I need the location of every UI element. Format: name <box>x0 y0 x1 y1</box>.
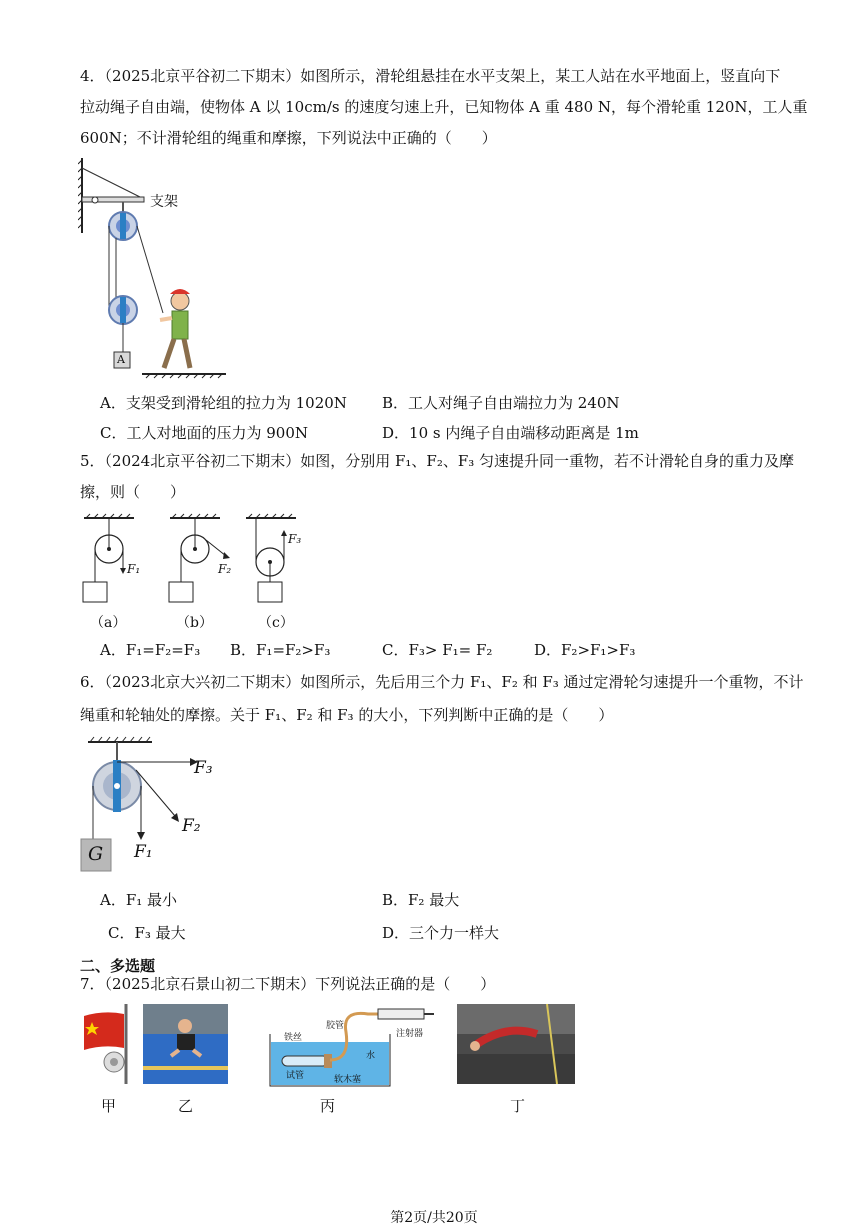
q5-option-d[interactable]: D．F₂>F₁>F₃ <box>534 641 636 659</box>
q6-stem-line-2: 绳重和轮轴处的摩擦。关于 F₁、F₂ 和 F₃ 的大小，下列判断中正确的是（ ） <box>80 706 614 724</box>
q6-option-a[interactable]: A．F₁ 最小 <box>100 891 178 909</box>
q4-stem-line-2: 拉动绳子自由端，使物体 A 以 10cm/s 的速度匀速上升，已知物体 A 重 480 N，每个滑轮重 120N，工人重 <box>80 98 808 116</box>
q6-label-g: G <box>88 843 104 865</box>
q5-caption-b: （b） <box>176 615 213 631</box>
q5-figure <box>78 512 308 632</box>
q7-image-ding <box>457 1004 575 1084</box>
q5-stem-line-1: 5．（2024北京平谷初二下期末）如图，分别用 F₁、F₂、F₃ 匀速提升同一重物，若不计滑轮自身的重力及摩 <box>80 452 795 470</box>
bing-label-shui: 水 <box>366 1051 376 1061</box>
q4-option-a[interactable]: A．支架受到滑轮组的拉力为 1020N <box>100 394 347 412</box>
q7-caption-bing: 丙 <box>320 1097 336 1115</box>
q5-stem-line-2: 擦，则（ ） <box>80 483 186 501</box>
q6-option-c[interactable]: C．F₃ 最大 <box>108 924 186 942</box>
q5-caption-c: （c） <box>258 615 294 631</box>
q7-caption-jia: 甲 <box>101 1097 117 1115</box>
block-a-label: A <box>117 353 125 366</box>
q7-image-bing <box>268 1004 438 1089</box>
bing-label-tiesi: 铁丝 <box>284 1033 303 1043</box>
q5-caption-a: （a） <box>90 615 127 631</box>
q4-pulley-figure <box>78 158 278 383</box>
bracket-label: 支架 <box>150 194 178 210</box>
q6-stem-line-1: 6．（2023北京大兴初二下期末）如图所示，先后用三个力 F₁、F₂ 和 F₃ 通过定滑轮匀速提升一个重物，不计 <box>80 673 804 691</box>
q5-option-b[interactable]: B．F₁=F₂>F₃ <box>230 641 331 659</box>
q4-stem-line-3: 600N；不计滑轮组的绳重和摩擦，下列说法中正确的（ ） <box>80 129 497 147</box>
bing-label-ruanmusai: 软木塞 <box>334 1075 362 1085</box>
q7-image-jia <box>80 1004 132 1084</box>
q7-caption-ding: 丁 <box>510 1097 526 1115</box>
q4-stem-line-1: 4．（2025北京平谷初二下期末）如图所示，滑轮组悬挂在水平支架上，某工人站在水平地面上，竖直向下 <box>80 67 781 85</box>
bing-label-shiguan: 试管 <box>286 1071 305 1081</box>
bing-label-jiaoguan: 胶管 <box>326 1021 345 1031</box>
q4-option-c[interactable]: C．工人对地面的压力为 900N <box>100 424 309 442</box>
q6-option-d[interactable]: D．三个力一样大 <box>382 924 500 942</box>
q6-label-f2: F₂ <box>182 816 201 836</box>
q4-option-d[interactable]: D．10 s 内绳子自由端移动距离是 1m <box>382 424 639 442</box>
q5-label-f3: F₃ <box>288 532 302 546</box>
q6-label-f3: F₃ <box>194 758 213 778</box>
section-heading-multiple-choice: 二、多选题 <box>80 957 156 975</box>
q4-option-b[interactable]: B．工人对绳子自由端拉力为 240N <box>382 394 620 412</box>
bing-label-zhusheqi: 注射器 <box>396 1029 424 1039</box>
q6-figure <box>78 734 228 876</box>
q5-option-c[interactable]: C．F₃> F₁= F₂ <box>382 641 493 659</box>
q5-label-f2: F₂ <box>218 562 232 576</box>
q5-option-a[interactable]: A．F₁=F₂=F₃ <box>100 641 201 659</box>
q6-label-f1: F₁ <box>134 842 153 862</box>
page-number-footer: 第2页/共20页 <box>390 1210 478 1226</box>
q7-image-yi <box>143 1004 228 1084</box>
q6-option-b[interactable]: B．F₂ 最大 <box>382 891 460 909</box>
q7-caption-yi: 乙 <box>178 1097 194 1115</box>
q5-label-f1: F₁ <box>127 562 141 576</box>
q7-stem-line-1: 7．（2025北京石景山初二下期末）下列说法正确的是（ ） <box>80 975 496 993</box>
